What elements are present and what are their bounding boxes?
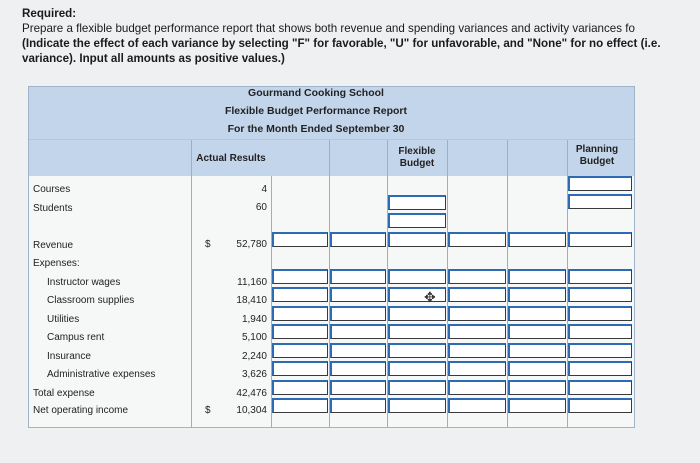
input-cell-r8-c3[interactable] — [448, 398, 506, 413]
row-label-campus-rent: Campus rent — [47, 332, 105, 343]
input-cell-r1-c3[interactable] — [448, 269, 506, 284]
grid-line — [29, 139, 634, 140]
required-label: Required: — [22, 7, 77, 20]
actual-value-utilities: 1,940 — [241, 314, 267, 325]
input-cell-r6-c5[interactable] — [568, 361, 632, 376]
performance-report-table — [28, 86, 635, 428]
column-header-actual: Actual Results — [196, 153, 266, 164]
input-cell-r4-c5[interactable] — [568, 324, 632, 339]
input-cell-r1-c4[interactable] — [508, 269, 566, 284]
grid-line — [191, 139, 192, 427]
actual-value-total-expense: 42,476 — [236, 388, 267, 399]
actual-value-students: 60 — [255, 202, 267, 213]
input-cell-r1-c2[interactable] — [388, 269, 446, 284]
input-cell-r4-c2[interactable] — [388, 324, 446, 339]
dollar-sign: $ — [205, 405, 211, 416]
input-cell-r4-c3[interactable] — [448, 324, 506, 339]
row-label-insurance: Insurance — [47, 351, 91, 362]
input-cell-r1-c1[interactable] — [330, 269, 386, 284]
report-title-period: For the Month Ended September 30 — [227, 123, 405, 135]
input-cell-r5-c3[interactable] — [448, 343, 506, 358]
input-cell-r7-c2[interactable] — [388, 380, 446, 395]
instructions-line-1: Prepare a flexible budget performance report that shows both revenue and spending variances and activity variances fo — [22, 22, 635, 35]
input-cell-r5-c4[interactable] — [508, 343, 566, 358]
row-label-net-operating-income: Net operating income — [33, 405, 129, 416]
input-cell-r3-c3[interactable] — [448, 306, 506, 321]
input-planning-students[interactable] — [568, 194, 632, 209]
input-cell-r7-c3[interactable] — [448, 380, 506, 395]
row-label-students: Students — [33, 203, 73, 214]
input-cell-r0-c2[interactable] — [388, 232, 446, 247]
input-cell-r7-c5[interactable] — [568, 380, 632, 395]
instructions-line-3: variance). Input all amounts as positive values.) — [22, 52, 285, 65]
input-cell-r3-c1[interactable] — [330, 306, 386, 321]
actual-value-instructor-wages: 11,160 — [237, 277, 267, 288]
input-cell-r4-c1[interactable] — [330, 324, 386, 339]
move-cursor-icon: ✥ — [424, 289, 436, 305]
input-cell-r3-c2[interactable] — [388, 306, 446, 321]
input-cell-r5-c5[interactable] — [568, 343, 632, 358]
input-cell-r2-c4[interactable] — [508, 287, 566, 302]
input-cell-r1-c5[interactable] — [568, 269, 632, 284]
actual-value-classroom-supplies: 18,410 — [236, 295, 267, 306]
actual-value-administrative-expenses: 3,626 — [241, 369, 267, 380]
input-cell-r2-c2[interactable] — [388, 287, 446, 302]
input-cell-r4-c4[interactable] — [508, 324, 566, 339]
input-cell-r8-c1[interactable] — [330, 398, 386, 413]
dollar-sign: $ — [205, 239, 211, 250]
input-cell-r0-c0[interactable] — [272, 232, 328, 247]
input-cell-r6-c4[interactable] — [508, 361, 566, 376]
input-cell-r5-c0[interactable] — [272, 343, 328, 358]
input-cell-r5-c2[interactable] — [388, 343, 446, 358]
input-cell-r8-c4[interactable] — [508, 398, 566, 413]
actual-value-campus-rent: 5,100 — [241, 332, 267, 343]
actual-value-net-operating-income: 10,304 — [236, 405, 267, 416]
input-cell-r0-c3[interactable] — [448, 232, 506, 247]
input-cell-r0-c1[interactable] — [330, 232, 386, 247]
input-cell-r2-c1[interactable] — [330, 287, 386, 302]
row-label-expenses: Expenses: — [33, 258, 80, 269]
row-label-utilities: Utilities — [47, 314, 80, 325]
input-cell-r8-c2[interactable] — [388, 398, 446, 413]
row-label-instructor-wages: Instructor wages — [47, 277, 121, 288]
column-header-flexible: Flexible Budget — [398, 146, 436, 169]
input-flexible-courses[interactable] — [388, 195, 446, 210]
input-cell-r1-c0[interactable] — [272, 269, 328, 284]
input-cell-r2-c3[interactable] — [448, 287, 506, 302]
row-label-total-expense: Total expense — [33, 388, 95, 399]
column-header-planning: Planning Budget — [575, 144, 619, 167]
input-cell-r8-c5[interactable] — [568, 398, 632, 413]
actual-value-courses: 4 — [261, 184, 267, 195]
input-flexible-students[interactable] — [388, 213, 446, 228]
row-label-revenue: Revenue — [33, 240, 74, 251]
input-cell-r5-c1[interactable] — [330, 343, 386, 358]
input-cell-r3-c5[interactable] — [568, 306, 632, 321]
input-cell-r4-c0[interactable] — [272, 324, 328, 339]
input-cell-r7-c1[interactable] — [330, 380, 386, 395]
report-header — [29, 87, 634, 176]
input-cell-r3-c0[interactable] — [272, 306, 328, 321]
actual-value-insurance: 2,240 — [241, 351, 267, 362]
input-cell-r6-c0[interactable] — [272, 361, 328, 376]
row-label-classroom-supplies: Classroom supplies — [47, 295, 135, 306]
input-cell-r2-c5[interactable] — [568, 287, 632, 302]
row-label-courses: Courses — [33, 184, 71, 195]
input-cell-r0-c4[interactable] — [508, 232, 566, 247]
input-cell-r6-c1[interactable] — [330, 361, 386, 376]
report-title-name: Flexible Budget Performance Report — [224, 105, 408, 117]
row-label-administrative-expenses: Administrative expenses — [47, 369, 156, 380]
instructions — [22, 6, 698, 66]
input-cell-r7-c0[interactable] — [272, 380, 328, 395]
actual-value-revenue: 52,780 — [236, 239, 267, 250]
input-cell-r0-c5[interactable] — [568, 232, 632, 247]
input-cell-r2-c0[interactable] — [272, 287, 328, 302]
input-cell-r3-c4[interactable] — [508, 306, 566, 321]
input-cell-r7-c4[interactable] — [508, 380, 566, 395]
input-cell-r6-c2[interactable] — [388, 361, 446, 376]
input-planning-courses[interactable] — [568, 176, 632, 191]
input-cell-r6-c3[interactable] — [448, 361, 506, 376]
input-cell-r8-c0[interactable] — [272, 398, 328, 413]
report-title-company: Gourmand Cooking School — [248, 87, 384, 99]
instructions-line-2: (Indicate the effect of each variance by selecting "F" for favorable, "U" for unfavorable, and "None" for no effect (i.e. — [22, 37, 661, 50]
